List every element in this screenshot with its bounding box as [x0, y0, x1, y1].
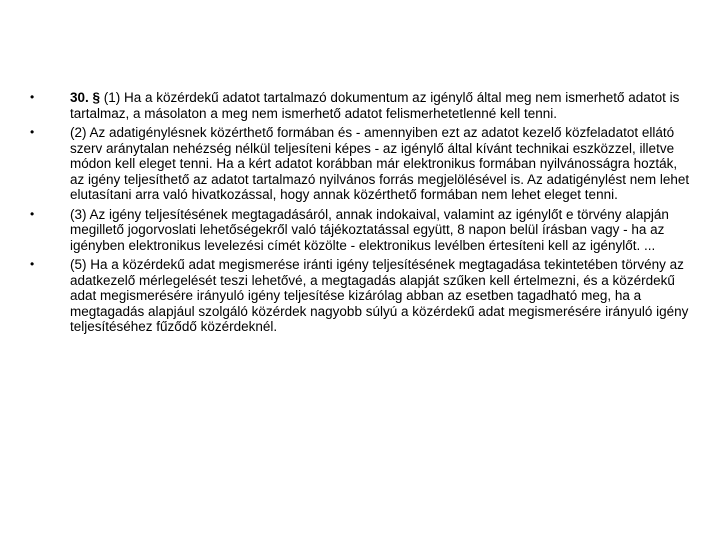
paragraph-text: [70, 90, 690, 121]
bullet-icon: •: [30, 206, 35, 221]
paragraph-text: (5) Ha a közérdekű adat megismerése iránti igény teljesítésének megtagadása tekintetében törvény az adatkezelő mérlegelését teszi lehetővé, a megtagadás alapját szűken kell értelmezni, és a közérdekű adat megismerésére irányuló igény teljesítése kizárólag abban az esetben tagadható meg, ha a megtagadás alapjául szolgáló közérdek nagyobb súlyú a közérdekű adat megismerésére irányuló igény teljesítéséhez fűződő közérdeknél.: [70, 257, 689, 334]
bullet-icon: •: [30, 125, 35, 139]
bullet-icon: •: [30, 257, 35, 271]
paragraph-text: (3) Az igény teljesítésének megtagadásáról, annak indokaival, valamint az igénylőt e törvény alapján megillető jogorvoslati lehetőségekről való tájékoztatással együtt, 8 napon belül írásban vagy - ha az igényben elektronikus levelezési címét közölte - elektronikus levélben értesíteni kell az igénylőt. ...: [70, 206, 669, 253]
list-item: [30, 90, 690, 121]
section-number: 30. §: [70, 90, 101, 105]
paragraph-text: (2) Az adatigénylésnek közérthető formában és - amennyiben ezt az adatot kezelő közfeladatot ellátó szerv aránytalan nehézség nélkül teljesíteni képes - az igénylő által kívánt technikai eszközzel, illetve módon kell eleget tenni. Ha a kért adatot korábban már elektronikus formában nyilvánosságra hozták, az igény teljesíthető az adatot tartalmazó nyilvános forrás megjelölésével is. Az adatigénylést nem lehet elutasítani arra való hivatkozással, hogy annak közérthető formában nem lehet eleget tenni.: [70, 125, 690, 202]
bullet-icon: •: [30, 90, 35, 104]
paragraph-body: (1) Ha a közérdekű adatot tartalmazó dokumentum az igénylő által meg nem ismerhető adatot is tartalmaz, a másolaton a meg nem ismerhető adatot felismerhetetlenné kell tenni.: [70, 90, 680, 121]
bullet-list: [30, 90, 690, 339]
list-item: [30, 125, 690, 203]
list-item: [30, 207, 690, 254]
list-item: [30, 257, 690, 335]
